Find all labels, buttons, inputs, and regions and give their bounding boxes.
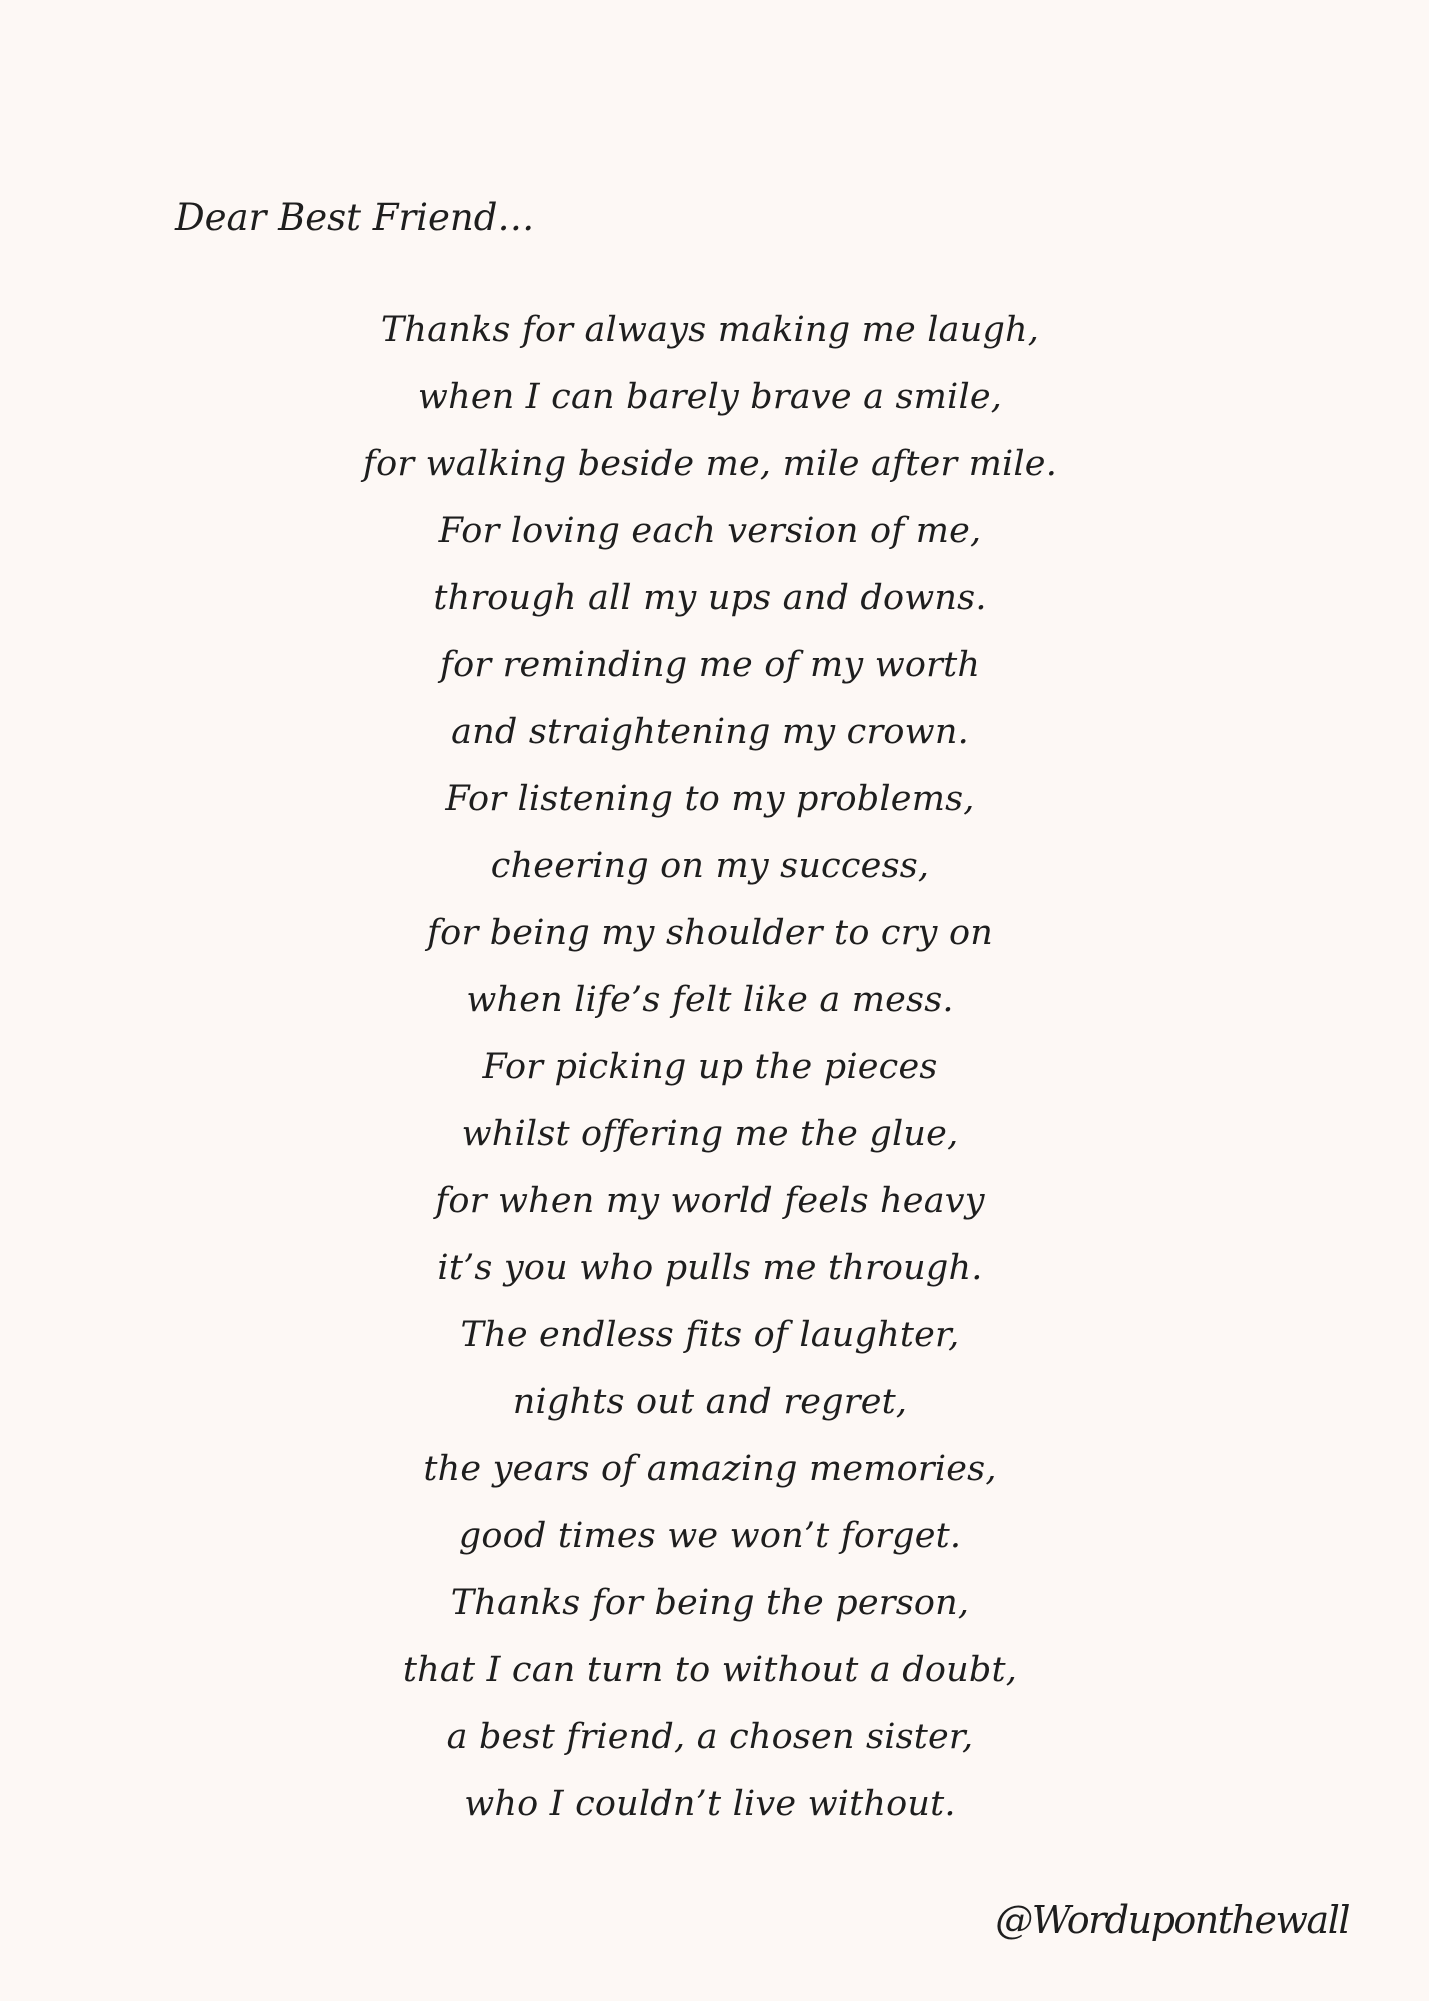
poem-line: The endless fits of laughter, — [460, 1315, 960, 1355]
poem-line: For picking up the pieces — [482, 1047, 938, 1087]
salutation: Dear Best Friend… — [175, 196, 535, 239]
poem-line: and straightening my crown. — [451, 712, 969, 752]
poem-line: cheering on my success, — [490, 846, 930, 886]
poem-line: For listening to my problems, — [445, 779, 975, 819]
poem-line: Thanks for being the person, — [450, 1583, 970, 1623]
poem-line: through all my ups and downs. — [433, 578, 987, 618]
poem-line: the years of amazing memories, — [423, 1449, 997, 1489]
author-handle: @Worduponthewall — [995, 1898, 1349, 1942]
poem-line: a best friend, a chosen sister, — [446, 1717, 974, 1757]
poem-line: for being my shoulder to cry on — [427, 913, 993, 953]
poem-line: it’s you who pulls me through. — [437, 1248, 983, 1288]
poem-line: when I can barely brave a smile, — [417, 377, 1003, 417]
poem-line: for reminding me of my worth — [439, 645, 981, 685]
poem-line: when life’s felt like a mess. — [466, 980, 954, 1020]
poem-line: who I couldn’t live without. — [464, 1784, 956, 1824]
poem-line: whilst offering me the glue, — [461, 1114, 959, 1154]
poem-line: Thanks for always making me laugh, — [380, 310, 1040, 350]
poem-line: for when my world feels heavy — [435, 1181, 985, 1221]
poem-body — [210, 297, 1210, 1838]
poem-line: for walking beside me, mile after mile. — [362, 444, 1058, 484]
poem-line: that I can turn to without a doubt, — [402, 1650, 1018, 1690]
poem-line: good times we won’t forget. — [458, 1516, 962, 1556]
poem-line: nights out and regret, — [512, 1382, 908, 1422]
poem-line: For loving each version of me, — [438, 511, 982, 551]
